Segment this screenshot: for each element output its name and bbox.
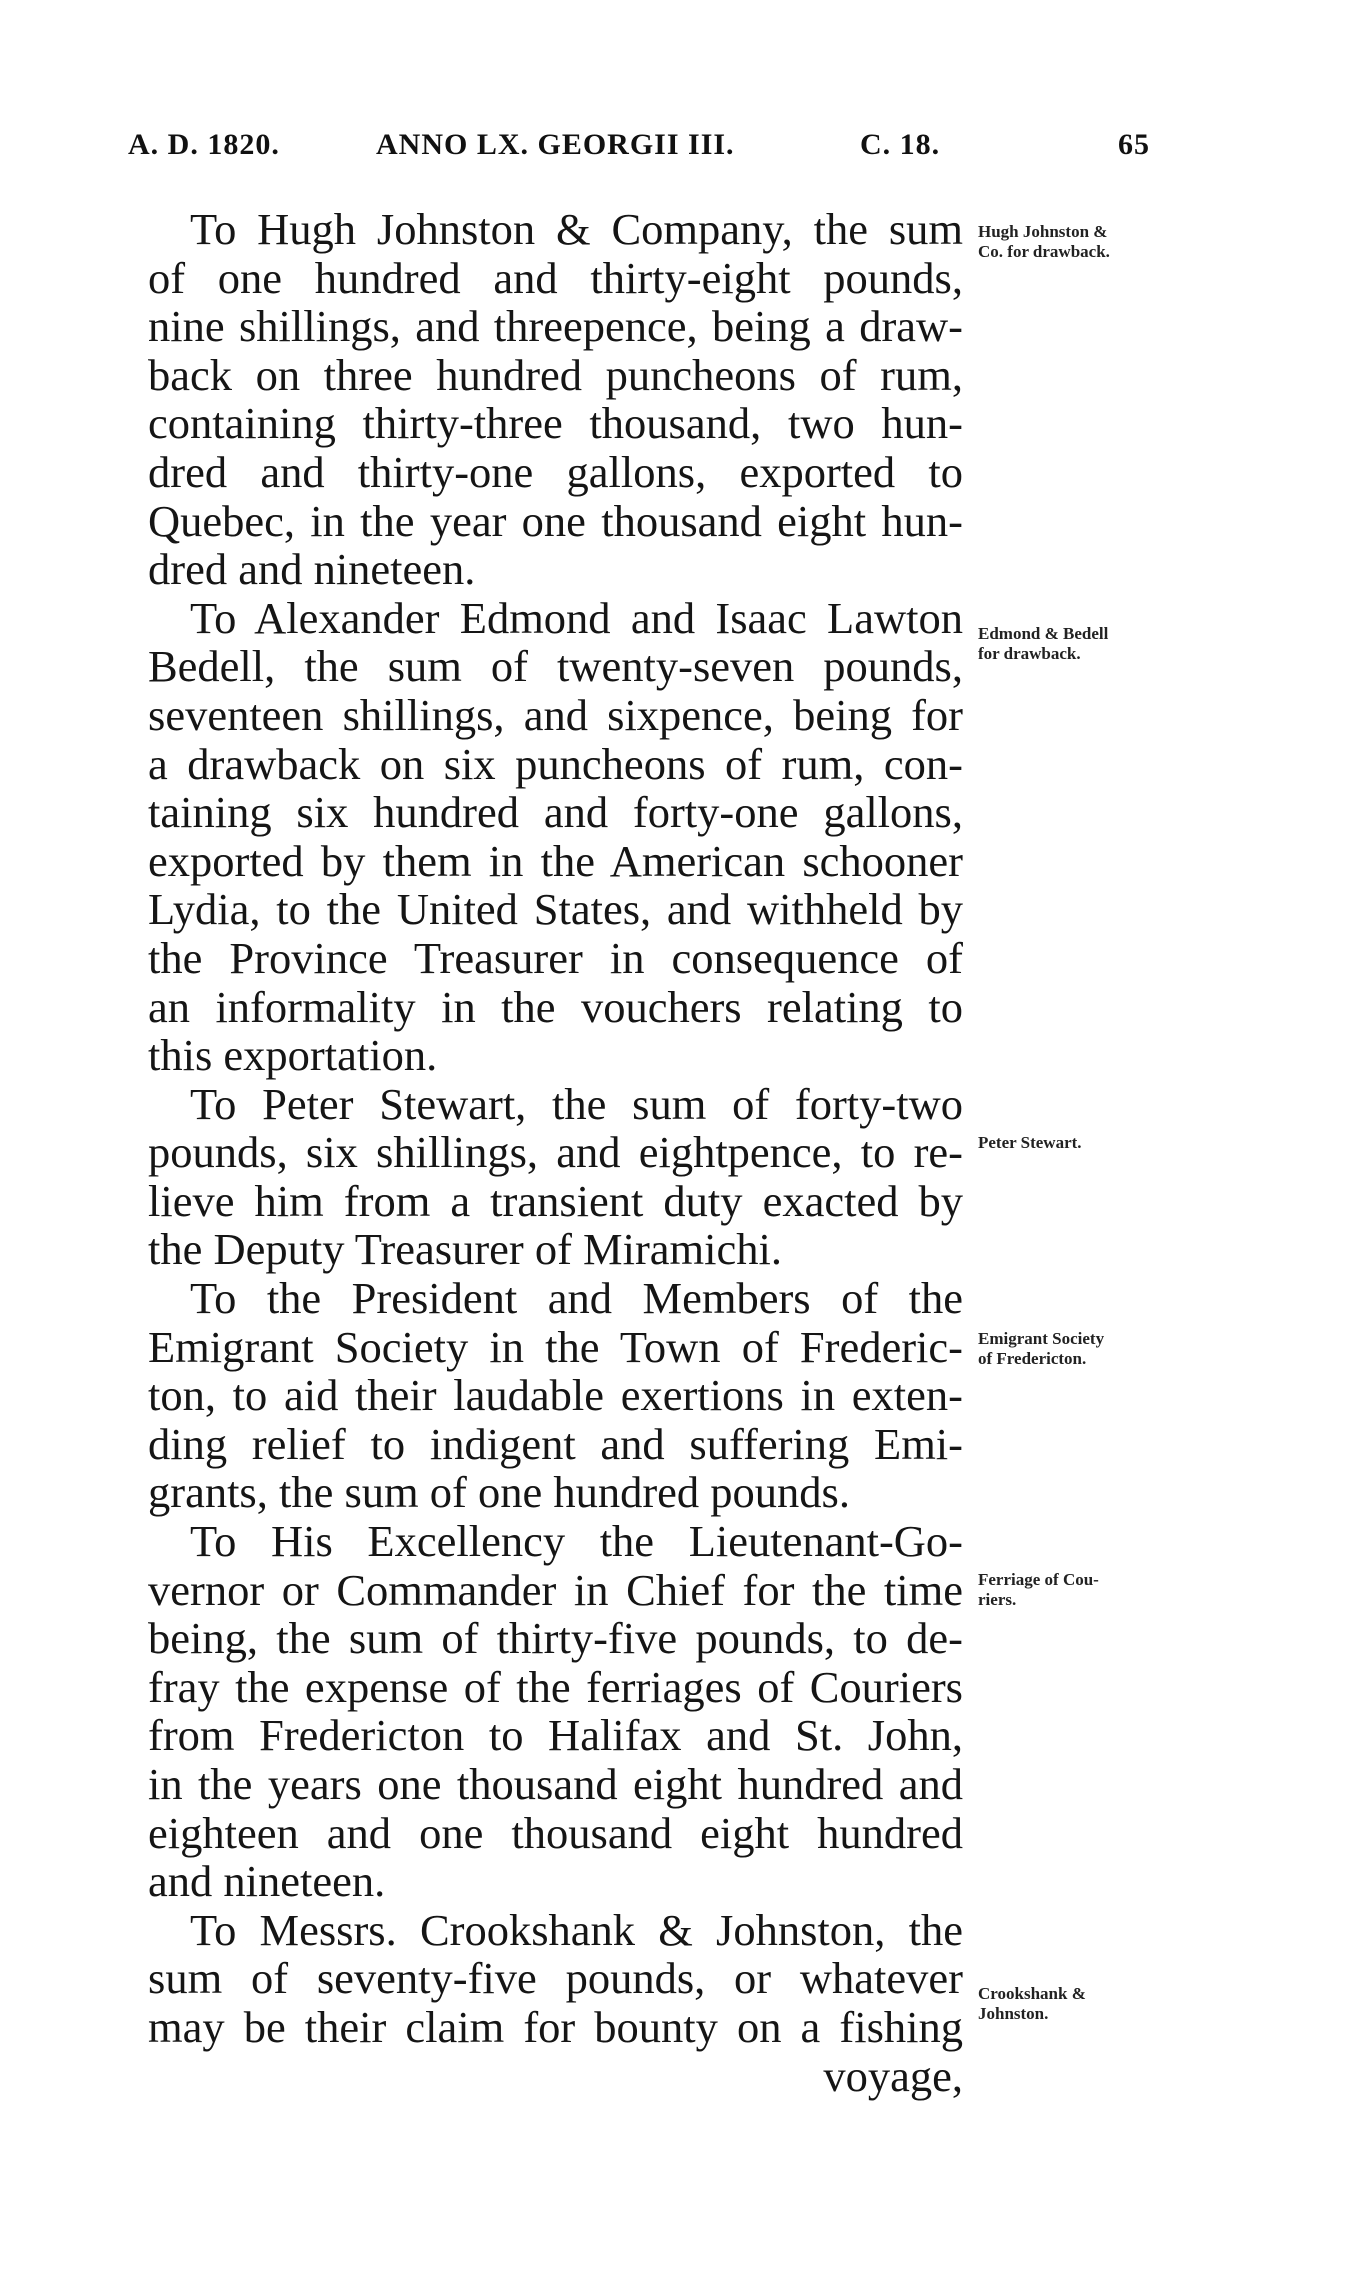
text-line: an informality in the vouchers relating to — [148, 981, 963, 1032]
text-line: To Peter Stewart, the sum of forty-two — [190, 1078, 963, 1129]
text-line: containing thirty-three thousand, two hun- — [148, 398, 963, 449]
text-line: a drawback on six puncheons of rum, con- — [148, 738, 963, 789]
margin-note-line: Edmond & Bedell — [978, 624, 1109, 643]
paragraph-peter-stewart — [148, 1080, 963, 1274]
margin-note-hugh-johnston — [978, 222, 1178, 262]
text-line: sum of seventy-five pounds, or whatever — [148, 1953, 963, 2004]
text-line: being, the sum of thirty-five pounds, to de- — [148, 1613, 963, 1664]
text-line: taining six hundred and forty-one gallons, — [148, 787, 963, 838]
text-line: To Alexander Edmond and Isaac Lawton — [190, 592, 963, 643]
text-line: To Hugh Johnston & Company, the sum — [190, 204, 963, 254]
paragraph-hugh-johnston — [148, 205, 963, 594]
text-line: may be their claim for bounty on a fishing — [148, 2001, 963, 2052]
header-title: ANNO LX. GEORGII III. — [376, 128, 735, 161]
margin-note-line: Ferriage of Cou- — [978, 1570, 1099, 1589]
text-line: Lydia, to the United States, and withheld by — [148, 884, 963, 935]
margin-note-line: Hugh Johnston & — [978, 222, 1108, 241]
text-line: Quebec, in the year one thousand eight hun- — [148, 495, 963, 546]
text-line: exported by them in the American schooner — [148, 835, 963, 886]
margin-note-line: riers. — [978, 1590, 1017, 1609]
margin-note-line: Peter Stewart. — [978, 1133, 1082, 1152]
margin-note-emigrant-society — [978, 1329, 1178, 1369]
text-line: and nineteen. — [148, 1856, 386, 1907]
text-line: grants, the sum of one hundred pounds. — [148, 1467, 851, 1518]
text-line: To Messrs. Crookshank & Johnston, the — [190, 1904, 963, 1955]
margin-note-line: for drawback. — [978, 644, 1081, 663]
text-line: dred and nineteen. — [148, 544, 476, 595]
header-chapter: C. 18. — [860, 128, 941, 161]
text-line: back on three hundred puncheons of rum, — [148, 349, 963, 400]
text-line: the Province Treasurer in consequence of — [148, 932, 963, 983]
text-line: eighteen and one thousand eight hundred — [148, 1807, 963, 1858]
body-text — [148, 205, 963, 2100]
page-number: 65 — [1118, 128, 1150, 161]
text-line: the Deputy Treasurer of Miramichi. — [148, 1224, 782, 1275]
text-line: dred and thirty-one gallons, exported to — [148, 446, 963, 497]
margin-note-peter-stewart — [978, 1133, 1178, 1153]
text-line: this exportation. — [148, 1030, 438, 1081]
text-line: ding relief to indigent and suffering Emi- — [148, 1418, 963, 1469]
margin-note-edmond-bedell — [978, 624, 1178, 664]
margin-note-ferriage — [978, 1570, 1178, 1610]
text-line: from Fredericton to Halifax and St. John, — [148, 1710, 963, 1761]
text-line: seventeen shillings, and sixpence, being for — [148, 689, 963, 740]
paragraph-crookshank-johnston — [148, 1906, 963, 2100]
text-line: ton, to aid their laudable exertions in exten- — [148, 1370, 963, 1421]
text-line: vernor or Commander in Chief for the time — [148, 1564, 963, 1615]
paragraph-emigrant-society — [148, 1274, 963, 1517]
margin-note-line: Co. for drawback. — [978, 242, 1110, 261]
text-line: Emigrant Society in the Town of Frederic- — [148, 1321, 963, 1372]
paragraph-ferriage-couriers — [148, 1517, 963, 1906]
text-line: To the President and Members of the — [190, 1273, 963, 1324]
text-line: fray the expense of the ferriages of Couriers — [148, 1661, 963, 1712]
header-date: A. D. 1820. — [128, 128, 280, 161]
text-line: nine shillings, and threepence, being a draw- — [148, 301, 963, 352]
running-header — [128, 128, 1168, 172]
margin-note-crookshank — [978, 1984, 1178, 2024]
text-line: of one hundred and thirty-eight pounds, — [148, 252, 963, 303]
paragraph-edmond-bedell — [148, 594, 963, 1080]
margin-note-line: Johnston. — [978, 2004, 1049, 2023]
margin-note-line: of Fredericton. — [978, 1349, 1087, 1368]
margin-note-line: Crookshank & — [978, 1984, 1086, 2003]
margin-note-line: Emigrant Society — [978, 1329, 1105, 1348]
text-line: in the years one thousand eight hundred and — [148, 1759, 963, 1809]
text-line: Bedell, the sum of twenty-seven pounds, — [148, 641, 963, 692]
text-line: lieve him from a transient duty exacted by — [148, 1175, 963, 1226]
text-line: To His Excellency the Lieutenant-Go- — [190, 1516, 963, 1567]
text-line: pounds, six shillings, and eightpence, to re- — [148, 1127, 963, 1178]
catchword: voyage, — [823, 2050, 963, 2101]
